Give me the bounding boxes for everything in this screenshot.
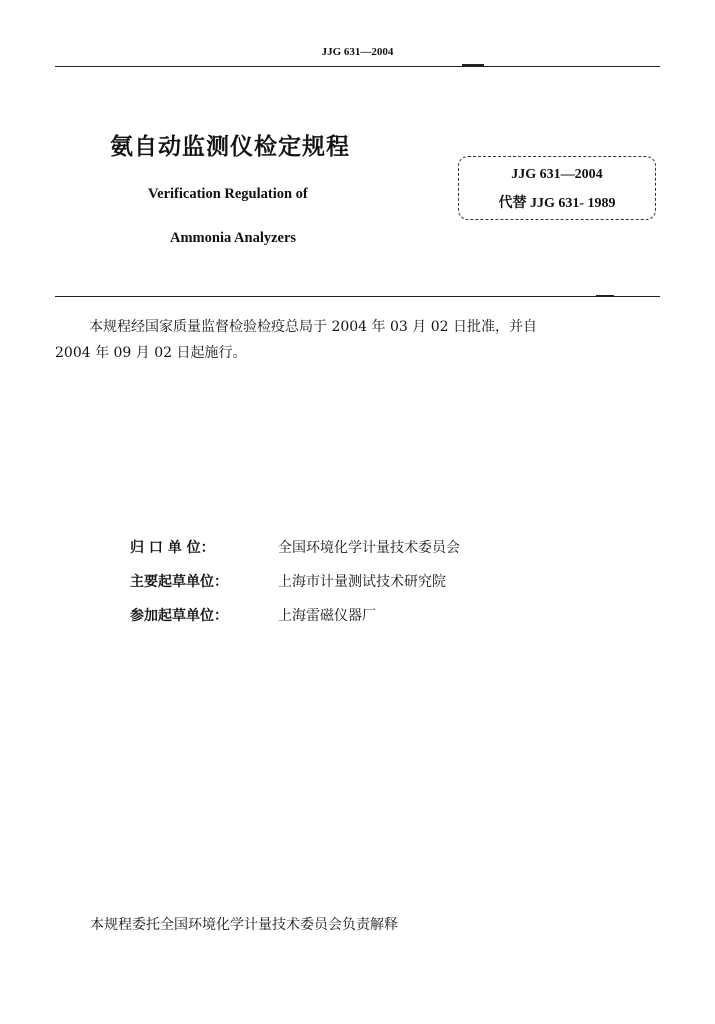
header-standard-code: JJG 631—2004 bbox=[321, 46, 394, 58]
org-value: 上海市计量测试技术研究院 bbox=[278, 574, 446, 590]
replaces-code: 代替 JJG 631- 1989 bbox=[498, 196, 616, 211]
org-label: 参加起草单位： bbox=[130, 608, 228, 624]
interpretation-note: 本规程委托全国环境化学计量技术委员会负责解释 bbox=[90, 917, 398, 933]
approval-line-2: 2004 年 09 月 02 日起施行。 bbox=[55, 345, 247, 361]
title-chinese: 氨自动监测仪检定规程 bbox=[110, 134, 350, 160]
standard-code: JJG 631—2004 bbox=[511, 167, 603, 182]
standard-code-box bbox=[458, 156, 656, 220]
approval-paragraph bbox=[55, 314, 660, 366]
org-row-participating-drafter bbox=[130, 605, 376, 625]
org-row-main-drafter bbox=[130, 571, 446, 591]
section-rule bbox=[55, 296, 660, 297]
org-value: 上海雷磁仪器厂 bbox=[278, 608, 376, 624]
title-english-line1: Verification Regulation of bbox=[148, 186, 308, 202]
org-label: 归 口 单 位： bbox=[130, 540, 215, 556]
org-row-centralized bbox=[130, 537, 460, 557]
header-rule bbox=[55, 66, 660, 67]
org-value: 全国环境化学计量技术委员会 bbox=[278, 540, 460, 556]
header-rule-mark bbox=[462, 64, 484, 66]
org-label: 主要起草单位： bbox=[130, 574, 228, 590]
title-english-line2: Ammonia Analyzers bbox=[170, 230, 297, 246]
approval-line-1: 本规程经国家质量监督检验检疫总局于 2004 年 03 月 02 日批准，并自 bbox=[89, 319, 537, 335]
section-rule-mark bbox=[596, 295, 614, 297]
